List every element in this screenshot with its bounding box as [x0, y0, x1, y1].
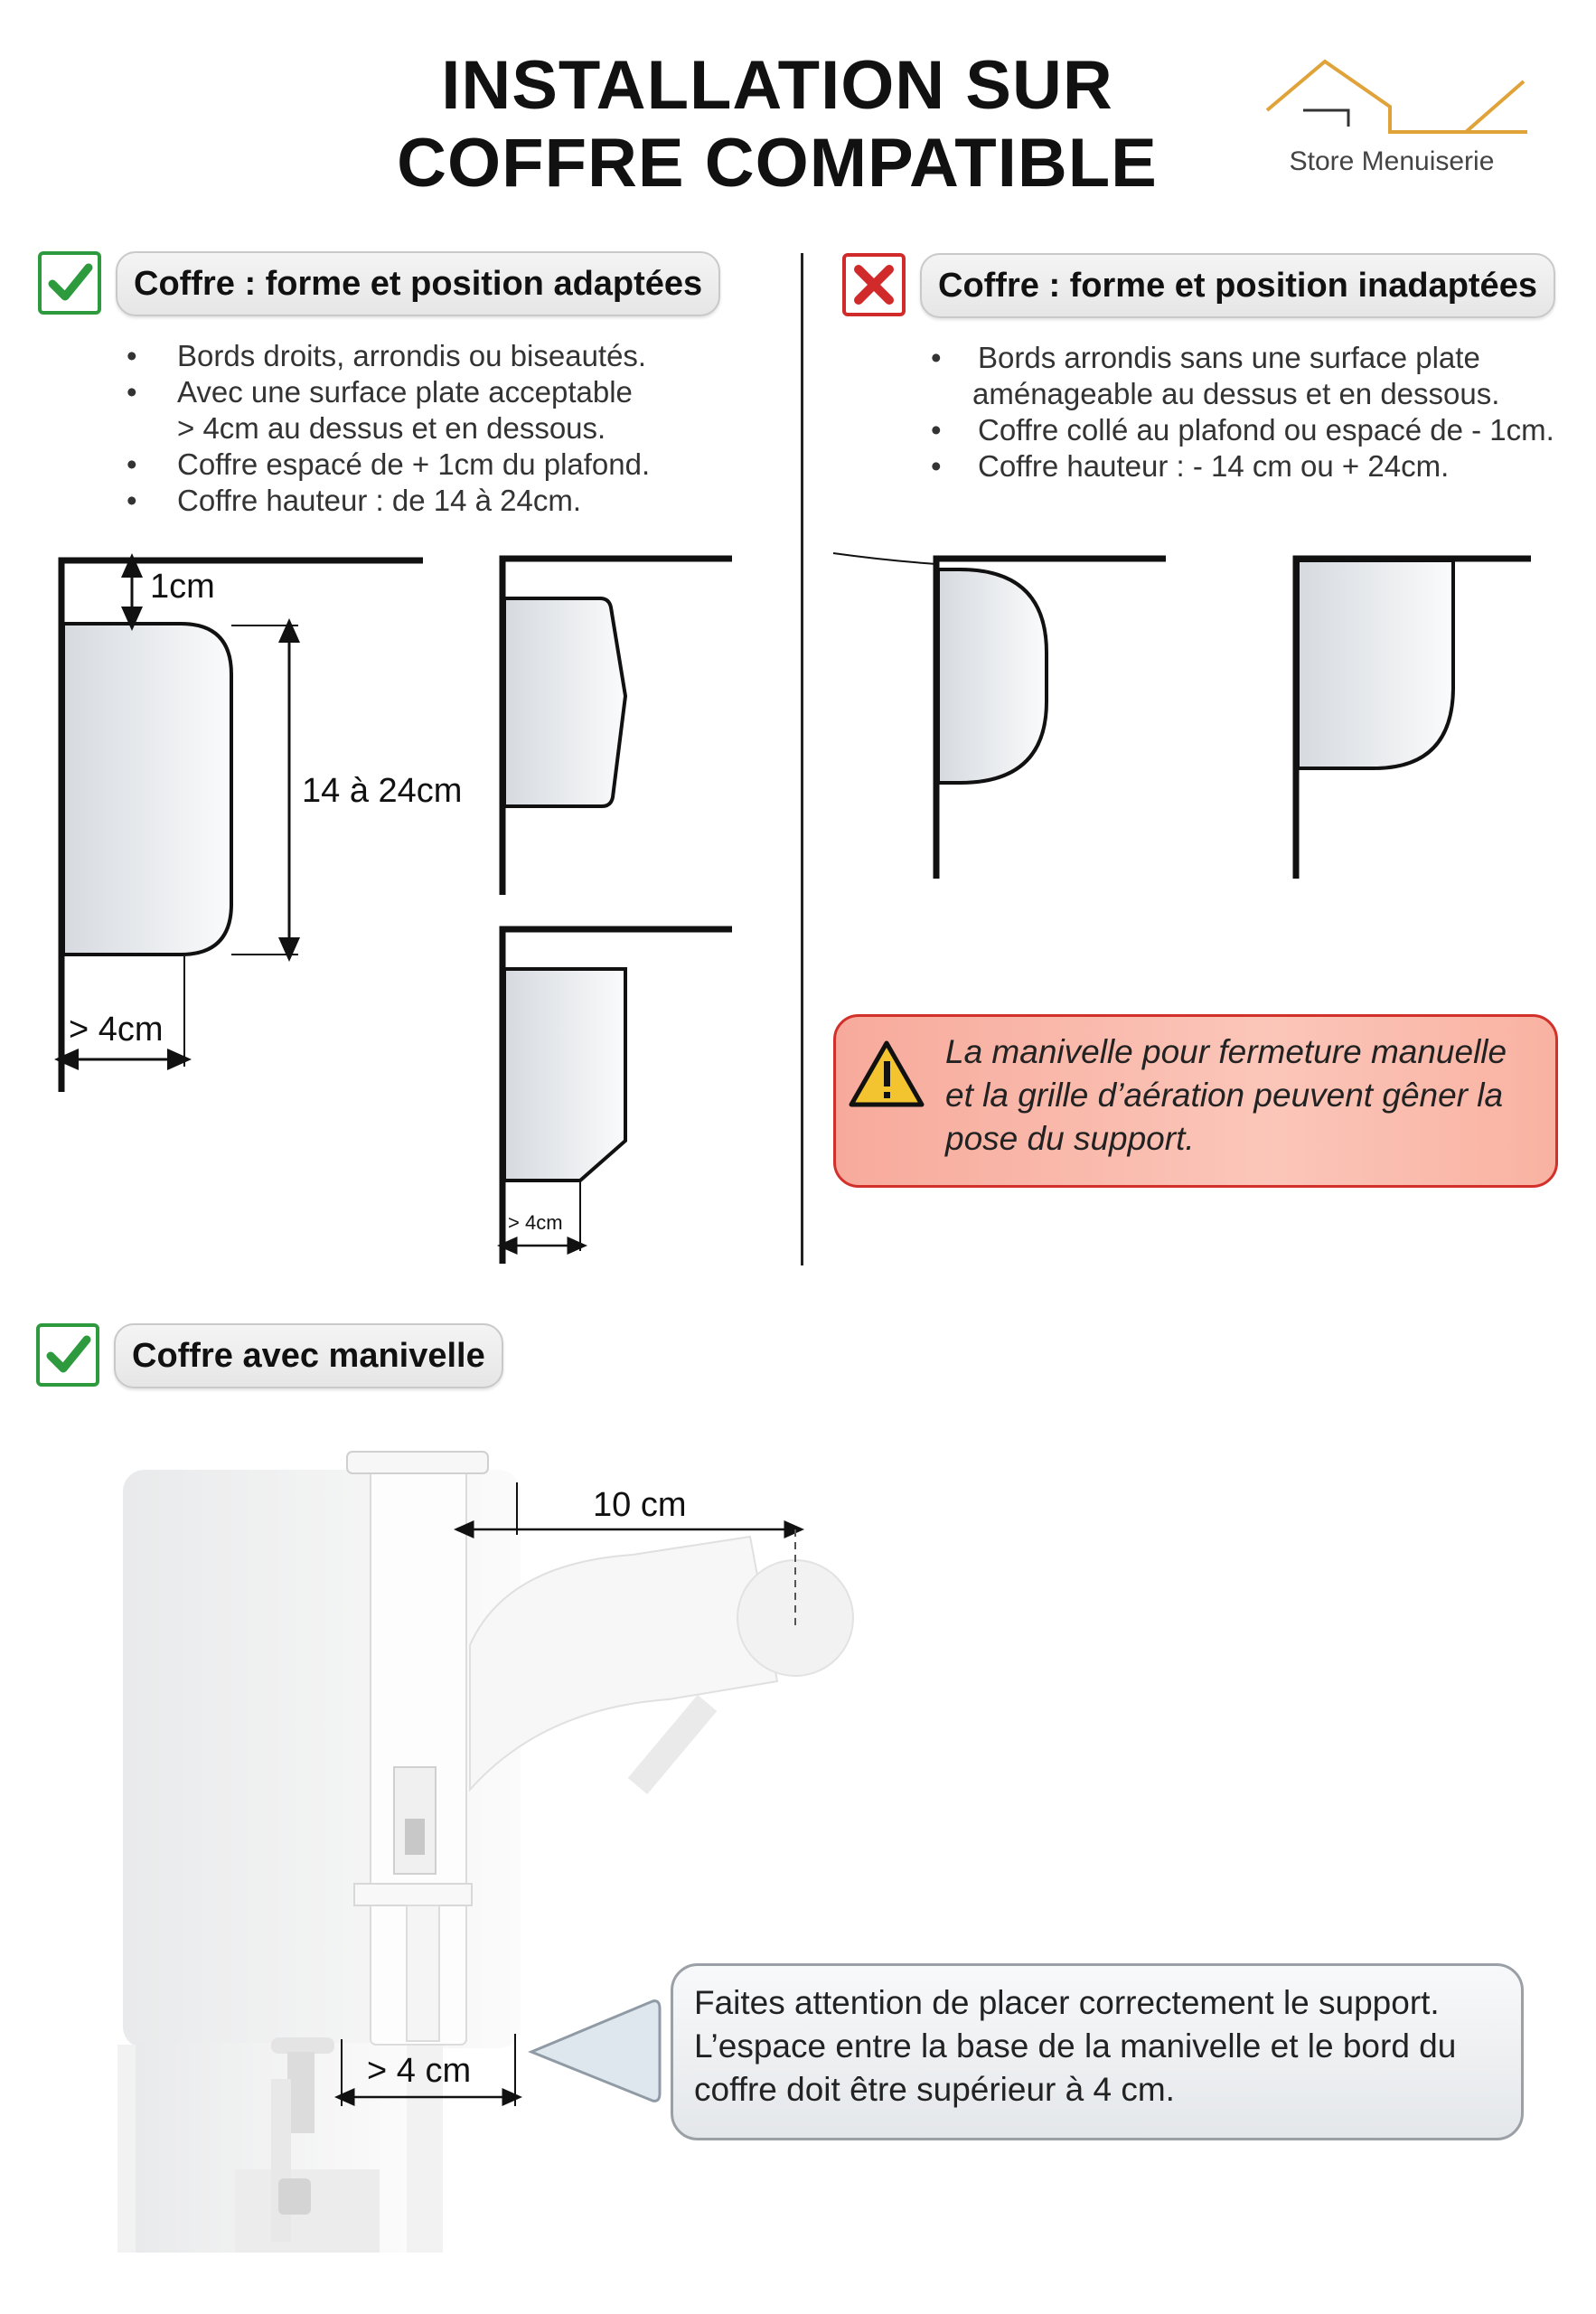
dim-arm-label: 10 cm — [593, 1486, 687, 1524]
list-item: • Coffre collé au plafond ou espacé de - 1cm. — [931, 413, 1554, 447]
list-item: > 4cm au dessus et en dessous. — [177, 411, 606, 445]
dim-width-small-label: > 4cm — [508, 1211, 563, 1234]
brand-name: Store Menuiserie — [1289, 146, 1495, 176]
list-item: • Coffre espacé de + 1cm du plafond. — [127, 447, 651, 481]
bad-bullet-list — [931, 340, 1592, 484]
title-line-1: INSTALLATION SUR — [441, 47, 1113, 124]
list-item: aménageable au dessus et en dessous. — [972, 377, 1500, 410]
list-item: • Avec une surface plate acceptable — [127, 375, 633, 409]
note-text: Faites attention de placer correctement le support. L’espace entre la base de la manivelle et le bord du coffre doit être supérieur à 4 cm. — [694, 1984, 1457, 2108]
dim-height-label: 14 à 24cm — [302, 772, 463, 810]
dim-gap-label: 1cm — [150, 568, 215, 606]
bad-diagram-rounded — [833, 553, 1166, 879]
list-item: • Coffre hauteur : - 14 cm ou + 24cm. — [931, 449, 1450, 483]
list-item: • Coffre hauteur : de 14 à 24cm. — [127, 484, 581, 517]
note-pointer — [531, 2001, 660, 2102]
title-line-2: COFFRE COMPATIBLE — [397, 125, 1158, 202]
bad-diagram-glued — [1296, 559, 1531, 879]
list-item: • Bords droits, arrondis ou biseautés. — [127, 339, 647, 372]
ok-heading: Coffre : forme et position adaptées — [116, 251, 720, 316]
cross-icon — [842, 253, 906, 316]
warning-triangle-icon — [848, 1038, 925, 1110]
ok-diagram-bevel — [502, 559, 732, 895]
bad-heading: Coffre : forme et position inadaptées — [920, 253, 1555, 318]
dim-base-label: > 4 cm — [367, 2052, 472, 2090]
list-item: • Bords arrondis sans une surface plate — [931, 341, 1480, 374]
check-icon — [36, 1323, 99, 1387]
crank-heading: Coffre avec manivelle — [114, 1323, 503, 1388]
dim-width-label: > 4cm — [69, 1011, 164, 1049]
warning-text: La manivelle pour fermeture manuelle et la grille d’aération peuvent gêner la pose du support. — [945, 1033, 1507, 1157]
